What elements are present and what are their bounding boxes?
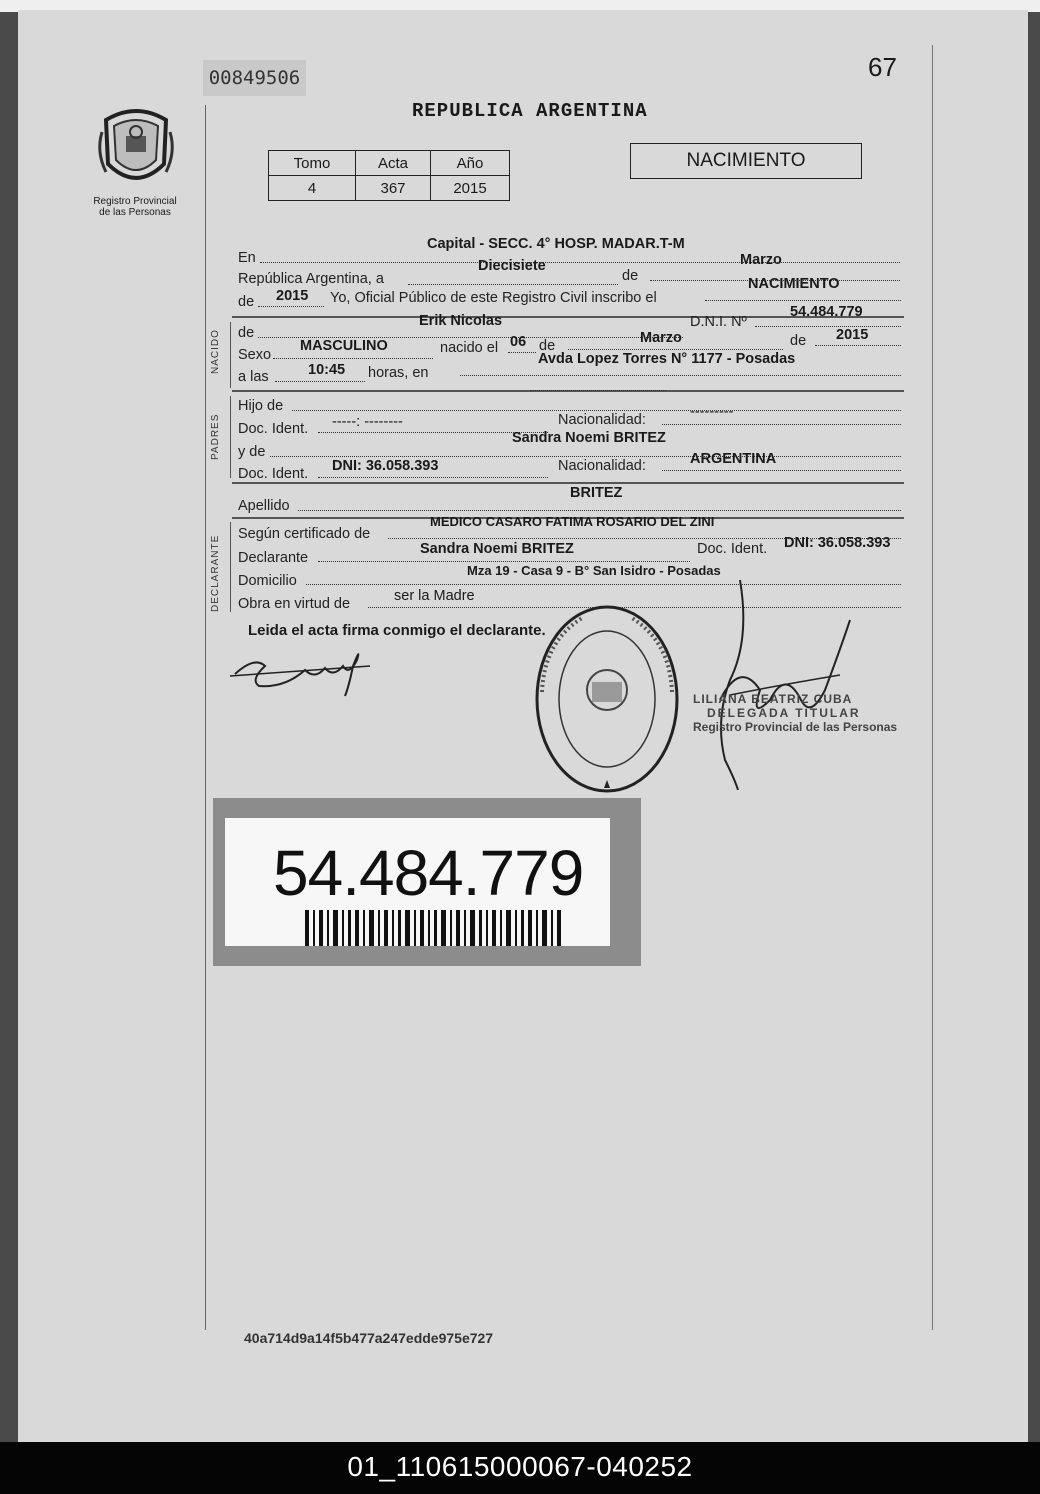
label-obra: Obra en virtud de xyxy=(238,596,351,612)
label-de-3: de xyxy=(539,338,556,354)
label-doc-father: Doc. Ident. xyxy=(238,421,309,437)
label-doc-declarante: Doc. Ident. xyxy=(697,541,768,557)
seal-caption-line1: Registro Provincial xyxy=(93,196,177,207)
scan-footer: 01_110615000067-040252 xyxy=(0,1442,1040,1494)
value-mother-nationality: ARGENTINA xyxy=(690,451,777,467)
line-en xyxy=(260,262,900,263)
registry-table xyxy=(268,150,510,201)
section-separator xyxy=(232,482,904,484)
official-block xyxy=(693,692,897,734)
right-margin-line xyxy=(932,45,933,1330)
official-signature-icon xyxy=(690,580,890,790)
value-month: Marzo xyxy=(740,252,782,268)
row-doc-declarante xyxy=(697,541,767,557)
value-sexo: MASCULINO xyxy=(300,338,388,354)
label-sexo: Sexo xyxy=(238,347,272,363)
value-domicilio: Mza 19 - Casa 9 - B° San Isidro - Posadas xyxy=(467,563,721,578)
line-sexo xyxy=(273,358,433,359)
serial-number: 00849506 xyxy=(203,60,306,96)
declarante-bracket xyxy=(230,522,231,612)
row-nacionalidad-father xyxy=(558,412,646,428)
label-en: En xyxy=(238,250,256,266)
row-doc-mother xyxy=(238,466,308,482)
label-apellido: Apellido xyxy=(238,498,290,514)
section-label-nacido: NACIDO xyxy=(210,329,221,374)
label-de-1: de xyxy=(622,268,639,284)
page-number: 67 xyxy=(868,52,897,82)
table-header-ano: Año xyxy=(431,151,510,176)
row-declarante xyxy=(238,550,308,566)
line-declarante xyxy=(318,561,690,562)
row-de-2 xyxy=(238,294,254,310)
label-domicilio: Domicilio xyxy=(238,573,297,589)
padres-bracket xyxy=(230,396,231,478)
value-birth-month: Marzo xyxy=(640,330,682,346)
line-birth-day xyxy=(508,352,536,353)
value-doc-declarante: DNI: 36.058.393 xyxy=(784,535,891,551)
label-dni: D.N.I. Nº xyxy=(690,314,747,330)
label-doc-mother: Doc. Ident. xyxy=(238,466,309,482)
value-certificado: MEDICO CASARO FATIMA ROSARIO DEL ZINI xyxy=(430,514,715,529)
line-apellido xyxy=(298,510,901,511)
row-de-1 xyxy=(622,268,638,284)
label-hijo-de: Hijo de xyxy=(238,398,284,414)
value-time: 10:45 xyxy=(308,362,346,378)
declarant-signature-icon xyxy=(225,636,375,706)
value-mother-name: Sandra Noemi BRITEZ xyxy=(512,430,666,446)
label-a-las: a las xyxy=(238,369,269,385)
line-time xyxy=(275,381,365,382)
row-hijo-de xyxy=(238,398,283,414)
row-republica xyxy=(238,271,384,287)
value-mother-doc: DNI: 36.058.393 xyxy=(332,458,439,474)
value-child-dni: 54.484.779 xyxy=(790,304,863,320)
line-birth-year xyxy=(815,345,901,346)
barcode-icon xyxy=(305,910,565,946)
line-birth-month xyxy=(568,349,783,350)
seal-caption-line2: de las Personas xyxy=(99,207,171,218)
label-de-2: de xyxy=(238,294,255,310)
document-type-box: NACIMIENTO xyxy=(630,143,862,179)
official-title: DELEGADA TITULAR xyxy=(707,706,861,720)
value-birth-year: 2015 xyxy=(836,327,869,343)
table-header-acta: Acta xyxy=(356,151,431,176)
row-certificado xyxy=(238,526,370,542)
row-doc-father xyxy=(238,421,308,437)
line-year xyxy=(258,306,324,307)
value-obra: ser la Madre xyxy=(394,588,475,604)
row-oficial xyxy=(330,290,657,306)
official-name: LILIANA BEATRIZ CUBA xyxy=(693,692,853,706)
table-value-ano: 2015 xyxy=(431,176,510,201)
line-mother-nationality xyxy=(662,470,901,471)
row-apellido xyxy=(238,498,290,514)
row-obra xyxy=(238,596,350,612)
row-y-de xyxy=(238,444,265,460)
line-father-name xyxy=(292,410,901,411)
label-horas: horas, en xyxy=(368,365,429,381)
line-dni xyxy=(755,326,901,327)
value-day-words: Diecisiete xyxy=(478,258,546,274)
value-birth-day: 06 xyxy=(510,334,527,350)
label-oficial: Yo, Oficial Público de este Registro Civil inscribo el xyxy=(330,290,657,306)
official-office: Registro Provincial de las Personas xyxy=(693,720,898,734)
row-horas xyxy=(368,365,428,381)
table-value-acta: 367 xyxy=(356,176,431,201)
table-header-tomo: Tomo xyxy=(269,151,356,176)
line-birth-place xyxy=(460,375,901,376)
value-child-name: Erik Nicolas xyxy=(419,313,503,329)
value-place: Capital - SECC. 4° HOSP. MADAR.T-M xyxy=(427,236,685,252)
father-name-dash xyxy=(530,390,666,391)
section-label-padres: PADRES xyxy=(210,413,221,460)
value-father-nationality: --------- xyxy=(690,404,734,420)
left-margin-line xyxy=(205,105,206,1330)
line-inscribo xyxy=(705,300,901,301)
value-father-doc: -----: -------- xyxy=(332,414,403,430)
value-inscribo: NACIMIENTO xyxy=(748,276,840,292)
document-hash: 40a714d9a14f5b477a247edde975e727 xyxy=(244,1330,494,1346)
label-nacido-el: nacido el xyxy=(440,340,499,356)
nacido-bracket xyxy=(230,322,231,388)
value-declarante: Sandra Noemi BRITEZ xyxy=(420,541,574,557)
value-year: 2015 xyxy=(276,288,309,304)
dni-sticker xyxy=(213,798,641,966)
section-label-declarante: DECLARANTE xyxy=(210,534,221,612)
dni-sticker-label xyxy=(225,818,610,946)
label-de-4: de xyxy=(790,333,807,349)
closing-text: Leida el acta firma conmigo el declarante. xyxy=(248,622,546,639)
sticker-dni-number: 54.484.779 xyxy=(273,837,584,909)
country-title: REPUBLICA ARGENTINA xyxy=(412,100,648,122)
label-nacionalidad-mother: Nacionalidad: xyxy=(558,458,646,474)
seal-caption xyxy=(80,196,190,218)
row-domicilio xyxy=(238,573,297,589)
row-de-4 xyxy=(790,333,806,349)
table-value-tomo: 4 xyxy=(269,176,356,201)
line-mother-name xyxy=(270,456,901,457)
label-nacido-de: de xyxy=(238,325,255,341)
row-dni xyxy=(690,314,747,330)
label-declarante: Declarante xyxy=(238,550,309,566)
line-day xyxy=(408,284,618,285)
value-apellido: BRITEZ xyxy=(570,485,623,501)
line-mother-doc xyxy=(318,477,548,478)
row-sexo xyxy=(238,347,271,363)
row-nacido-de xyxy=(238,325,254,341)
value-birth-place: Avda Lopez Torres N° 1177 - Posadas xyxy=(538,351,796,367)
line-father-nationality xyxy=(662,424,901,425)
official-stamp-icon xyxy=(532,602,682,797)
provincial-seal-icon xyxy=(92,102,180,194)
label-republica: República Argentina, a xyxy=(238,271,384,287)
label-certificado: Según certificado de xyxy=(238,526,371,542)
row-en xyxy=(238,250,256,266)
row-nacionalidad-mother xyxy=(558,458,646,474)
row-nacido-el xyxy=(440,340,498,356)
row-a-las xyxy=(238,369,269,385)
label-y-de: y de xyxy=(238,444,266,460)
label-nacionalidad-father: Nacionalidad: xyxy=(558,412,646,428)
